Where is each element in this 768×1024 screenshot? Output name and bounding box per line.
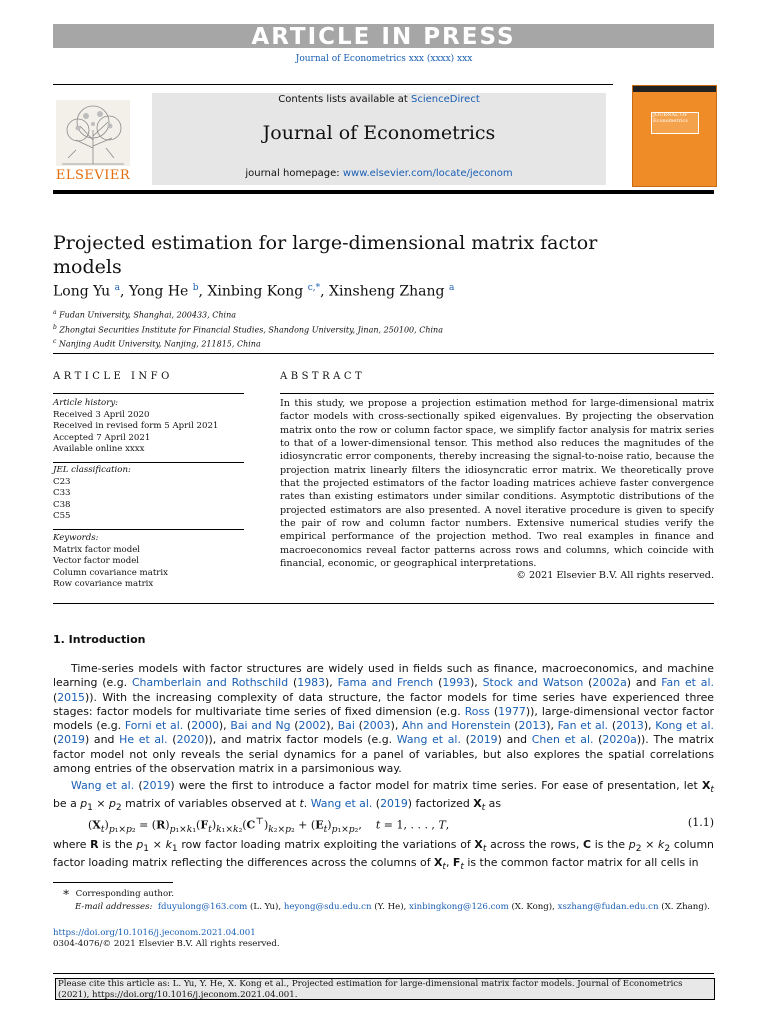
author-affil-mark[interactable]: a — [448, 283, 455, 293]
contents-prefix: Contents lists available at — [278, 94, 412, 105]
journal-cover-image[interactable] — [632, 85, 717, 187]
citation-link[interactable]: 2020a — [602, 733, 637, 747]
citation-link[interactable]: 2019 — [142, 779, 171, 792]
citation-link[interactable]: Ahn and Horenstein — [402, 719, 511, 733]
elsevier-logo[interactable] — [53, 98, 135, 186]
footer-rule — [53, 973, 714, 974]
affiliation: $^a$ Fudan University, Shanghai, 200433, China — [53, 309, 236, 320]
citation-link[interactable]: Fan et al. — [557, 719, 609, 733]
intro-paragraph-1: Time-series models with factor structures are widely used in fields such as finance, macroeconomics, and machine learning (e.g. Chamberlain and Rothschild (1983), Fama and French (1993), Stock and Watson (2002a) and Fan et al. (2015)). With the increasing complexity of data structure, the factor models for time series have experienced three stages: factor models for multivariate time series of fixed dimension (e.g. Ross (1977)), large-dimensional vector factor models (e.g. Forni et al. (2000), Bai and Ng (2002), Bai (2003), Ahn and Horenstein (2013), Fan et al. (2013), Kong et al. (2019) and He et al. (2020)), and matrix factor models (e.g. Wang et al. (2019) and Chen et al. (2020a)). The matrix factor model not only reveals the serial dynamics for a panel of variables, but also explores the spatial correlations among entries of the observation matrix in a parsimonious way. — [53, 662, 714, 776]
jel-classification — [53, 465, 244, 523]
corresponding-author-note: ∗ Corresponding author. — [62, 885, 175, 899]
homepage-line — [152, 168, 606, 179]
footnote-rule — [53, 882, 173, 883]
affiliations — [53, 307, 693, 351]
abstract-copyright: © 2021 Elsevier B.V. All rights reserved. — [516, 570, 714, 581]
article-history — [53, 398, 244, 456]
keyword: Column covariance matrix — [53, 567, 168, 578]
citation-link[interactable]: Bai and Ng — [230, 719, 291, 733]
history-label: Article history: — [53, 398, 119, 408]
author-name[interactable]: Yong He — [128, 283, 189, 300]
citation-link[interactable]: 1977 — [498, 704, 526, 718]
citation-link[interactable]: Ross — [464, 704, 490, 718]
title-rule — [53, 353, 714, 354]
citation-link[interactable]: Stock and Watson — [482, 676, 584, 690]
email-link[interactable]: heyong@sdu.edu.cn — [283, 902, 372, 912]
cover-title: JOURNAL OF Econometrics — [653, 112, 688, 124]
citation-link[interactable]: 2013 — [616, 719, 644, 733]
keyword: Row covariance matrix — [53, 579, 154, 589]
keyword: Matrix factor model — [53, 544, 141, 555]
citation-link[interactable]: 2019 — [57, 733, 85, 747]
homepage-prefix: journal homepage: — [245, 168, 343, 179]
article-title: Projected estimation for large-dimensional matrix factor models — [53, 232, 598, 278]
email-label: E-mail addresses: — [75, 902, 153, 912]
citation-link[interactable]: 2019 — [469, 733, 498, 747]
elsevier-tree-icon — [56, 100, 130, 166]
citation-link[interactable]: Wang et al. — [71, 779, 135, 792]
intro-paragraph-2: Wang et al. (2019) were the first to introduce a factor model for matrix time series. For ease of presentation, let $X_t$ be a $p_1 \times p_2$ matrix of variables observed at t. Wang et al. (2019) factorized $X_t$ as — [53, 779, 714, 814]
email-link[interactable]: xinbingkong@126.com — [409, 902, 509, 912]
author-affil-mark[interactable]: a — [114, 283, 121, 293]
article-info-separator — [53, 462, 244, 463]
history-item: Accepted 7 April 2021 — [53, 432, 151, 443]
citation-link[interactable]: Wang et al. — [310, 797, 373, 811]
article-info-heading: ARTICLE INFO — [53, 371, 173, 382]
citation-link[interactable]: 1993 — [442, 676, 471, 690]
jel-code: C55 — [53, 511, 71, 521]
citation-link[interactable]: 2015 — [57, 690, 85, 704]
front-matter-rule — [53, 603, 714, 604]
publisher-name: ELSEVIER — [55, 168, 131, 183]
abstract-heading: ABSTRACT — [280, 371, 366, 382]
jel-code: C23 — [53, 476, 71, 487]
affiliation: $^b$ Zhongtai Securities Institute for Financial Studies, Shandong University, Jinan, 250100, China — [53, 323, 443, 335]
author-name[interactable]: Xinsheng Zhang — [329, 283, 445, 300]
author-list: Long Yu $^a$, Yong He $^b$, Xinbing Kong $^{c,*}$, Xinsheng Zhang $^a$ — [53, 283, 455, 300]
author-affil-mark[interactable]: c,* — [307, 283, 321, 293]
citation-link[interactable]: Fan et al. — [661, 676, 714, 690]
history-item: Available online xxxx — [53, 444, 145, 454]
citation-link[interactable]: 2000 — [191, 719, 219, 733]
author-name[interactable]: Long Yu — [53, 283, 111, 300]
citation-link[interactable]: He et al. — [119, 733, 168, 747]
asterisk-icon: ∗ — [62, 885, 71, 899]
journal-name: Journal of Econometrics — [262, 122, 496, 144]
doi-link[interactable]: https://doi.org/10.1016/j.jeconom.2021.04.001 — [53, 928, 256, 938]
citation-link[interactable]: Fama and French — [337, 676, 434, 690]
citation-link[interactable]: 2002 — [298, 719, 327, 733]
citation-link[interactable]: 1983 — [297, 676, 325, 690]
article-info-rule — [53, 393, 244, 394]
citation-link[interactable]: Forni et al. — [124, 719, 184, 733]
citation-box: Please cite this article as: L. Yu, Y. He, X. Kong et al., Projected estimation for large-dimensional matrix factor models. Journal of Econometrics (2021), https://doi.org/10.1016/j.jeconom.2021.04.001. — [55, 978, 715, 1000]
history-item: Received in revised form 5 April 2021 — [53, 421, 219, 431]
intro-paragraph-3: where R is the $p_1 \times k_1$ row factor loading matrix exploiting the variations of $X_t$ across the rows, C is the $p_2 \times k_2$ column factor loading matrix reflecting the differences across the columns of $X_t$, $F_t$ is the common factor matrix for all cells in — [53, 838, 714, 873]
abstract-text: In this study, we propose a projection estimation method for large-dimensional matrix factor models with cross-sectionally spiked eigenvalues. By projecting the observation matrix onto the row or column factor space, we simplify factor analysis for matrix series to that of a lower-dimensional tensor. This method also reduces the magnitudes of the idiosyncratic error components, thereby increasing the signal-to-noise ratio, because the projection matrix linearly filters the idiosyncratic error matrix. We theoretically prove that the projected estimators of the factor loading matrices achieve faster convergence rates than existing estimators under similar conditions. Asymptotic distributions of the projected estimators are also presented. A novel iterative procedure is given to specify the pair of row and column factor numbers. Extensive numerical studies verify the empirical performance of the projection method. Two real examples in finance and macroeconomics reveal factor patterns across rows and columns, which coincide with financial, economic, or geographical interpretations. — [280, 398, 714, 570]
keywords — [53, 533, 244, 591]
author-name[interactable]: Xinbing Kong — [207, 283, 304, 300]
citation-link[interactable]: 2013 — [518, 719, 547, 733]
citation-link[interactable]: 2019 — [380, 797, 408, 811]
citation-link[interactable]: 2020 — [176, 733, 205, 747]
history-item: Received 3 April 2020 — [53, 409, 150, 420]
sciencedirect-link[interactable]: ScienceDirect — [411, 94, 480, 105]
email-link[interactable]: xszhang@fudan.edu.cn — [557, 902, 659, 912]
equation-number: (1.1) — [687, 816, 714, 829]
abstract-rule — [280, 393, 714, 394]
citation-link[interactable]: Chen et al. — [531, 733, 594, 747]
citation-link[interactable]: Chamberlain and Rothschild — [131, 676, 289, 690]
article-in-press-banner: ARTICLE IN PRESS — [53, 24, 714, 48]
homepage-link[interactable]: www.elsevier.com/locate/jeconom — [342, 168, 513, 179]
issn-line: 0304-4076/© 2021 Elsevier B.V. All rights reserved. — [53, 939, 280, 949]
citation-link[interactable]: Bai — [337, 719, 355, 733]
email-link[interactable]: fduyulong@163.com — [157, 902, 248, 912]
jel-code: C33 — [53, 488, 71, 498]
equation-1-1: $(X_t)_{p_1\times p_2} = (R)_{p_1\times k_1}(F_t)_{k_1\times k_2}(C^⊤)_{k_2\times p_2} + (E_t)_{p_1\times p_2}$, t = 1, . . . , T, — [88, 816, 450, 835]
contents-line — [152, 94, 606, 105]
masthead-rule — [53, 190, 714, 194]
citation-link[interactable]: 2002a — [592, 676, 627, 690]
section-heading-introduction: 1. Introduction — [53, 633, 146, 646]
top-rule — [53, 84, 613, 85]
keywords-label: Keywords: — [53, 533, 99, 543]
article-info-separator — [53, 529, 244, 530]
jel-code: C38 — [53, 499, 71, 510]
journal-reference[interactable]: Journal of Econometrics xxx (xxxx) xxx — [295, 54, 473, 64]
keyword: Vector factor model — [53, 556, 140, 566]
cover-strip — [633, 86, 716, 92]
citation-link[interactable]: Kong et al. — [655, 719, 714, 733]
jel-label: JEL classification: — [53, 465, 131, 475]
author-affil-mark[interactable]: b — [192, 283, 199, 293]
citation-link[interactable]: 2003 — [362, 719, 391, 733]
affiliation: $^c$ Nanjing Audit University, Nanjing, 211815, China — [53, 338, 261, 349]
email-addresses: E-mail addresses: fduyulong@163.com (L. Yu), heyong@sdu.edu.cn (Y. He), xinbingkong@126.com (X. Kong), xszhang@fudan.edu.cn (X. Zhang). — [75, 902, 710, 912]
citation-link[interactable]: Wang et al. — [396, 733, 461, 747]
